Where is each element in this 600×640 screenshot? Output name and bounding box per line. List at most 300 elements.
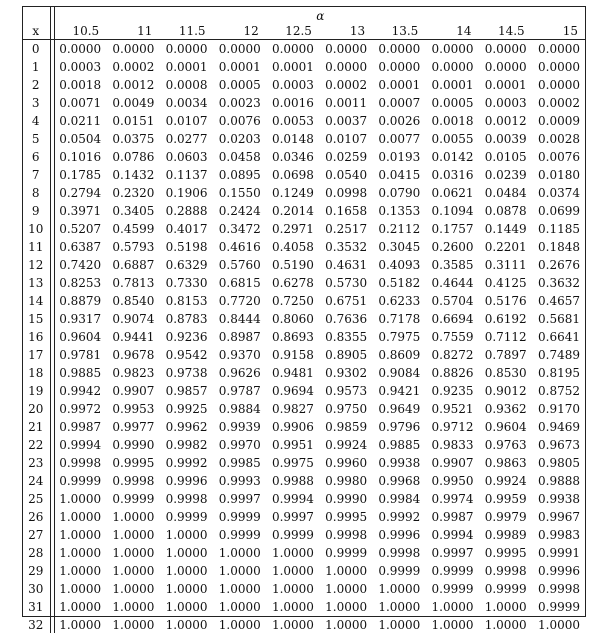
table-row: [22, 562, 586, 580]
probability-cell: 0.9469: [538, 420, 580, 434]
probability-cell: 0.9962: [165, 420, 208, 434]
probability-cell: 0.9823: [112, 366, 155, 380]
probability-cell: 0.0003: [59, 60, 102, 74]
x-value-cell: 21: [22, 418, 50, 436]
probability-cell: 0.8609: [378, 348, 421, 362]
probability-cell: 1.0000: [112, 564, 155, 578]
probability-cell: 0.9974: [431, 492, 474, 506]
probability-cell: 0.0621: [431, 186, 474, 200]
probability-cell: 1.0000: [218, 582, 261, 596]
probability-cell: 0.9924: [484, 474, 527, 488]
probability-cell: 0.0003: [271, 78, 314, 92]
probability-cell: 0.9362: [484, 402, 527, 416]
probability-cell: 0.0049: [112, 96, 155, 110]
probability-cell: 1.0000: [218, 617, 261, 632]
alpha-column-header: 15: [533, 22, 586, 40]
probability-cell: 0.5182: [378, 276, 421, 290]
probability-cell: 0.9521: [431, 402, 474, 416]
alpha-column-header: 11: [107, 22, 160, 40]
probability-cell: 0.5176: [484, 294, 527, 308]
probability-cell: 0.9983: [538, 528, 580, 542]
probability-cell: 0.0001: [218, 60, 261, 74]
probability-cell: 1.0000: [112, 582, 155, 596]
probability-cell: 0.0002: [538, 96, 580, 110]
probability-cell: 0.0009: [538, 114, 580, 128]
x-value-cell: 30: [22, 580, 50, 598]
probability-cell: 0.9994: [431, 528, 474, 542]
probability-cell: 0.0055: [431, 132, 474, 146]
probability-cell: 0.4017: [165, 222, 208, 236]
probability-cell: 0.0699: [538, 204, 580, 218]
table-row: [22, 238, 586, 256]
probability-cell: 1.0000: [538, 617, 580, 632]
probability-cell: 0.7420: [59, 258, 102, 272]
probability-cell: 0.9967: [538, 510, 580, 524]
table-row: [22, 490, 586, 508]
probability-cell: 0.9998: [59, 456, 102, 470]
probability-cell: 1.0000: [378, 617, 421, 632]
probability-cell: 0.0012: [484, 114, 527, 128]
probability-cell: 0.0277: [165, 132, 208, 146]
probability-cell: 1.0000: [59, 528, 102, 542]
x-value-cell: 29: [22, 562, 50, 580]
probability-cell: 0.2201: [484, 240, 527, 254]
probability-cell: 0.1094: [431, 204, 474, 218]
probability-cell: 0.7897: [484, 348, 527, 362]
probability-cell: 0.0415: [378, 168, 421, 182]
probability-cell: 1.0000: [325, 617, 368, 632]
probability-cell: 0.9999: [59, 474, 102, 488]
probability-cell: 0.6278: [271, 276, 314, 290]
probability-cell: 0.0001: [484, 78, 527, 92]
table-row: [22, 274, 586, 292]
probability-cell: 0.9235: [431, 384, 474, 398]
probability-cell: 0.2014: [271, 204, 314, 218]
probability-cell: 1.0000: [112, 528, 155, 542]
probability-cell: 0.9781: [59, 348, 102, 362]
x-value-cell: 4: [22, 112, 50, 130]
probability-cell: 0.0001: [378, 78, 421, 92]
probability-cell: 0.4644: [431, 276, 474, 290]
table-row: [22, 598, 586, 616]
probability-cell: 0.9995: [112, 456, 155, 470]
probability-cell: 0.0016: [271, 96, 314, 110]
probability-cell: 0.0001: [271, 60, 314, 74]
table-row: [22, 580, 586, 598]
probability-cell: 0.4616: [218, 240, 261, 254]
probability-cell: 0.9884: [218, 402, 261, 416]
probability-cell: 1.0000: [165, 564, 208, 578]
probability-cell: 0.7250: [271, 294, 314, 308]
cumulative-probability-table: [22, 6, 586, 633]
probability-cell: 0.2112: [378, 222, 421, 236]
probability-cell: 0.6329: [165, 258, 208, 272]
probability-cell: 1.0000: [271, 582, 314, 596]
probability-cell: 0.9980: [325, 474, 368, 488]
probability-cell: 0.1432: [112, 168, 155, 182]
probability-cell: 0.9236: [165, 330, 208, 344]
x-value-cell: 18: [22, 364, 50, 382]
probability-cell: 0.9959: [484, 492, 527, 506]
column-header-row: [22, 22, 586, 40]
x-value-cell: 9: [22, 202, 50, 220]
probability-cell: 0.0018: [431, 114, 474, 128]
probability-cell: 0.0000: [165, 42, 208, 56]
alpha-column-header: 13.5: [373, 22, 426, 40]
probability-cell: 0.0000: [484, 60, 527, 74]
probability-cell: 0.9985: [218, 456, 261, 470]
probability-cell: 0.0000: [538, 42, 580, 56]
probability-cell: 0.6387: [59, 240, 102, 254]
probability-cell: 0.0107: [165, 114, 208, 128]
probability-cell: 0.9997: [271, 510, 314, 524]
probability-cell: 0.0034: [165, 96, 208, 110]
probability-cell: 0.0786: [112, 150, 155, 164]
probability-cell: 0.9626: [218, 366, 261, 380]
table-row: [22, 40, 586, 59]
probability-cell: 1.0000: [325, 582, 368, 596]
probability-cell: 0.9421: [378, 384, 421, 398]
table-row: [22, 454, 586, 472]
probability-cell: 0.1757: [431, 222, 474, 236]
probability-cell: 1.0000: [378, 600, 421, 614]
probability-cell: 1.0000: [59, 546, 102, 560]
x-value-cell: 1: [22, 58, 50, 76]
probability-cell: 0.0203: [218, 132, 261, 146]
probability-cell: 1.0000: [59, 617, 102, 632]
x-value-cell: 8: [22, 184, 50, 202]
probability-cell: 0.9999: [165, 510, 208, 524]
probability-cell: 0.9888: [538, 474, 580, 488]
x-value-cell: 25: [22, 490, 50, 508]
probability-cell: 0.3971: [59, 204, 102, 218]
probability-cell: 1.0000: [218, 546, 261, 560]
probability-cell: 0.1353: [378, 204, 421, 218]
table-row: [22, 112, 586, 130]
probability-cell: 0.9991: [538, 546, 580, 560]
probability-cell: 0.2424: [218, 204, 261, 218]
probability-cell: 0.0603: [165, 150, 208, 164]
probability-cell: 0.9998: [165, 492, 208, 506]
probability-cell: 0.9970: [218, 438, 261, 452]
probability-cell: 0.0895: [218, 168, 261, 182]
parameter-header-row: [22, 6, 586, 22]
probability-cell: 0.9997: [218, 492, 261, 506]
x-value-cell: 32: [22, 616, 50, 633]
x-value-cell: 16: [22, 328, 50, 346]
probability-cell: 0.5704: [431, 294, 474, 308]
probability-cell: 0.0000: [431, 60, 474, 74]
probability-cell: 1.0000: [112, 510, 155, 524]
probability-cell: 0.8530: [484, 366, 527, 380]
probability-cell: 0.9738: [165, 366, 208, 380]
probability-cell: 0.0148: [271, 132, 314, 146]
probability-cell: 0.7559: [431, 330, 474, 344]
probability-cell: 0.9302: [325, 366, 368, 380]
x-value-cell: 19: [22, 382, 50, 400]
x-value-cell: 3: [22, 94, 50, 112]
probability-cell: 0.9712: [431, 420, 474, 434]
x-value-cell: 28: [22, 544, 50, 562]
probability-cell: 0.9992: [378, 510, 421, 524]
probability-cell: 0.9750: [325, 402, 368, 416]
probability-cell: 0.5207: [59, 222, 102, 236]
x-value-cell: 24: [22, 472, 50, 490]
probability-cell: 1.0000: [59, 564, 102, 578]
alpha-column-header: 11.5: [160, 22, 213, 40]
x-value-cell: 23: [22, 454, 50, 472]
probability-cell: 0.9939: [218, 420, 261, 434]
probability-cell: 0.0000: [538, 60, 580, 74]
probability-cell: 0.9673: [538, 438, 580, 452]
probability-cell: 0.9906: [271, 420, 314, 434]
probability-cell: 0.7813: [112, 276, 155, 290]
probability-cell: 0.9998: [378, 546, 421, 560]
probability-cell: 0.9998: [112, 474, 155, 488]
probability-cell: 0.9805: [538, 456, 580, 470]
probability-cell: 0.0484: [484, 186, 527, 200]
probability-cell: 0.1848: [538, 240, 580, 254]
probability-cell: 0.0878: [484, 204, 527, 218]
probability-cell: 0.3632: [538, 276, 580, 290]
table-body: [22, 40, 586, 634]
x-value-cell: 6: [22, 148, 50, 166]
probability-cell: 0.2600: [431, 240, 474, 254]
probability-cell: 0.0239: [484, 168, 527, 182]
probability-cell: 0.9990: [112, 438, 155, 452]
probability-cell: 0.2517: [325, 222, 368, 236]
probability-cell: 0.9678: [112, 348, 155, 362]
probability-cell: 0.9982: [165, 438, 208, 452]
probability-cell: 0.9170: [538, 402, 580, 416]
table-row: [22, 328, 586, 346]
probability-cell: 0.9857: [165, 384, 208, 398]
probability-cell: 0.2320: [112, 186, 155, 200]
probability-cell: 0.9999: [431, 582, 474, 596]
probability-cell: 0.9999: [538, 600, 580, 614]
probability-cell: 0.0003: [484, 96, 527, 110]
probability-cell: 0.8826: [431, 366, 474, 380]
probability-cell: 0.9925: [165, 402, 208, 416]
probability-cell: 0.9796: [378, 420, 421, 434]
probability-cell: 0.9441: [112, 330, 155, 344]
x-value-cell: 11: [22, 238, 50, 256]
probability-cell: 0.9604: [59, 330, 102, 344]
probability-cell: 0.9649: [378, 402, 421, 416]
probability-cell: 0.9074: [112, 312, 155, 326]
probability-cell: 0.9370: [218, 348, 261, 362]
probability-cell: 0.8444: [218, 312, 261, 326]
table-row: [22, 400, 586, 418]
probability-cell: 0.8253: [59, 276, 102, 290]
probability-cell: 0.0000: [112, 42, 155, 56]
probability-cell: 0.9996: [165, 474, 208, 488]
probability-cell: 0.2971: [271, 222, 314, 236]
probability-cell: 0.9999: [218, 510, 261, 524]
probability-cell: 0.5198: [165, 240, 208, 254]
probability-cell: 0.1249: [271, 186, 314, 200]
probability-cell: 0.3045: [378, 240, 421, 254]
probability-cell: 0.0077: [378, 132, 421, 146]
table-row: [22, 256, 586, 274]
x-value-cell: 15: [22, 310, 50, 328]
probability-cell: 0.8153: [165, 294, 208, 308]
probability-cell: 0.1658: [325, 204, 368, 218]
probability-cell: 0.9998: [538, 582, 580, 596]
probability-cell: 0.8060: [271, 312, 314, 326]
probability-cell: 0.9604: [484, 420, 527, 434]
probability-cell: 0.7330: [165, 276, 208, 290]
table-row: [22, 166, 586, 184]
probability-cell: 0.0000: [59, 42, 102, 56]
probability-cell: 0.0026: [378, 114, 421, 128]
probability-cell: 0.9953: [112, 402, 155, 416]
probability-cell: 0.8272: [431, 348, 474, 362]
probability-cell: 0.0076: [218, 114, 261, 128]
probability-cell: 0.0105: [484, 150, 527, 164]
table-row: [22, 436, 586, 454]
probability-cell: 0.9979: [484, 510, 527, 524]
probability-cell: 0.7489: [538, 348, 580, 362]
table-row: [22, 130, 586, 148]
x-value-cell: 13: [22, 274, 50, 292]
probability-cell: 0.9992: [165, 456, 208, 470]
probability-cell: 0.0011: [325, 96, 368, 110]
probability-cell: 0.1185: [538, 222, 580, 236]
probability-cell: 0.0023: [218, 96, 261, 110]
probability-cell: 0.8879: [59, 294, 102, 308]
probability-cell: 0.9542: [165, 348, 208, 362]
table-row: [22, 364, 586, 382]
probability-cell: 1.0000: [431, 600, 474, 614]
probability-cell: 0.0000: [431, 42, 474, 56]
probability-cell: 0.9827: [271, 402, 314, 416]
probability-cell: 0.7636: [325, 312, 368, 326]
alpha-symbol: α: [316, 9, 325, 23]
alpha-column-header: 10.5: [54, 22, 107, 40]
probability-cell: 1.0000: [218, 564, 261, 578]
probability-cell: 1.0000: [218, 600, 261, 614]
probability-cell: 0.0008: [165, 78, 208, 92]
alpha-column-header: 13: [320, 22, 373, 40]
x-value-cell: 22: [22, 436, 50, 454]
probability-cell: 0.9694: [271, 384, 314, 398]
probability-cell: 1.0000: [59, 510, 102, 524]
row-label-header: x: [22, 22, 50, 40]
probability-cell: 0.9942: [59, 384, 102, 398]
probability-cell: 0.9998: [325, 528, 368, 542]
table-row: [22, 94, 586, 112]
probability-cell: 0.0000: [378, 42, 421, 56]
probability-cell: 0.0000: [271, 42, 314, 56]
probability-cell: 0.9907: [431, 456, 474, 470]
probability-cell: 0.9938: [538, 492, 580, 506]
table-row: [22, 418, 586, 436]
x-value-cell: 17: [22, 346, 50, 364]
probability-cell: 1.0000: [165, 528, 208, 542]
probability-cell: 0.0002: [112, 60, 155, 74]
probability-cell: 0.9999: [431, 564, 474, 578]
table-row: [22, 544, 586, 562]
probability-cell: 0.0012: [112, 78, 155, 92]
probability-cell: 0.4093: [378, 258, 421, 272]
table-row: [22, 184, 586, 202]
probability-cell: 0.9763: [484, 438, 527, 452]
table-row: [22, 220, 586, 238]
x-value-cell: 31: [22, 598, 50, 616]
probability-cell: 0.5760: [218, 258, 261, 272]
probability-cell: 0.0504: [59, 132, 102, 146]
probability-cell: 0.0028: [538, 132, 580, 146]
probability-cell: 0.0998: [325, 186, 368, 200]
probability-cell: 0.4631: [325, 258, 368, 272]
table-row: [22, 526, 586, 544]
probability-cell: 0.2888: [165, 204, 208, 218]
table-row: [22, 508, 586, 526]
probability-cell: 0.5730: [325, 276, 368, 290]
probability-cell: 0.9999: [271, 528, 314, 542]
alpha-column-header: 14: [426, 22, 479, 40]
probability-cell: 0.3532: [325, 240, 368, 254]
probability-cell: 1.0000: [165, 617, 208, 632]
probability-cell: 0.0346: [271, 150, 314, 164]
probability-cell: 0.0037: [325, 114, 368, 128]
probability-cell: 0.9950: [431, 474, 474, 488]
probability-cell: 1.0000: [59, 492, 102, 506]
probability-cell: 0.2794: [59, 186, 102, 200]
probability-cell: 0.9989: [484, 528, 527, 542]
table-row: [22, 346, 586, 364]
probability-cell: 0.9951: [271, 438, 314, 452]
probability-cell: 0.6641: [538, 330, 580, 344]
x-value-cell: 0: [22, 40, 50, 59]
alpha-column-header: 12: [214, 22, 267, 40]
probability-cell: 0.9012: [484, 384, 527, 398]
probability-cell: 0.9977: [112, 420, 155, 434]
probability-cell: 1.0000: [59, 600, 102, 614]
probability-cell: 0.9975: [271, 456, 314, 470]
probability-cell: 1.0000: [431, 617, 474, 632]
table-row: [22, 382, 586, 400]
probability-cell: 0.9999: [112, 492, 155, 506]
probability-cell: 0.9998: [484, 564, 527, 578]
probability-cell: 0.0000: [538, 78, 580, 92]
probability-cell: 1.0000: [271, 546, 314, 560]
probability-cell: 0.1137: [165, 168, 208, 182]
probability-cell: 0.9972: [59, 402, 102, 416]
probability-cell: 0.9987: [431, 510, 474, 524]
probability-cell: 0.0375: [112, 132, 155, 146]
probability-cell: 0.5681: [538, 312, 580, 326]
probability-cell: 0.8693: [271, 330, 314, 344]
probability-cell: 0.7178: [378, 312, 421, 326]
probability-cell: 0.0001: [165, 60, 208, 74]
probability-cell: 0.0053: [271, 114, 314, 128]
probability-cell: 0.8783: [165, 312, 208, 326]
probability-cell: 0.0107: [325, 132, 368, 146]
probability-cell: 0.5793: [112, 240, 155, 254]
probability-cell: 0.6815: [218, 276, 261, 290]
probability-cell: 0.0000: [218, 42, 261, 56]
probability-cell: 1.0000: [271, 600, 314, 614]
probability-cell: 0.6233: [378, 294, 421, 308]
probability-cell: 1.0000: [325, 564, 368, 578]
table-row: [22, 76, 586, 94]
probability-cell: 1.0000: [112, 546, 155, 560]
probability-cell: 0.4125: [484, 276, 527, 290]
probability-cell: 0.0001: [431, 78, 474, 92]
probability-cell: 0.6887: [112, 258, 155, 272]
